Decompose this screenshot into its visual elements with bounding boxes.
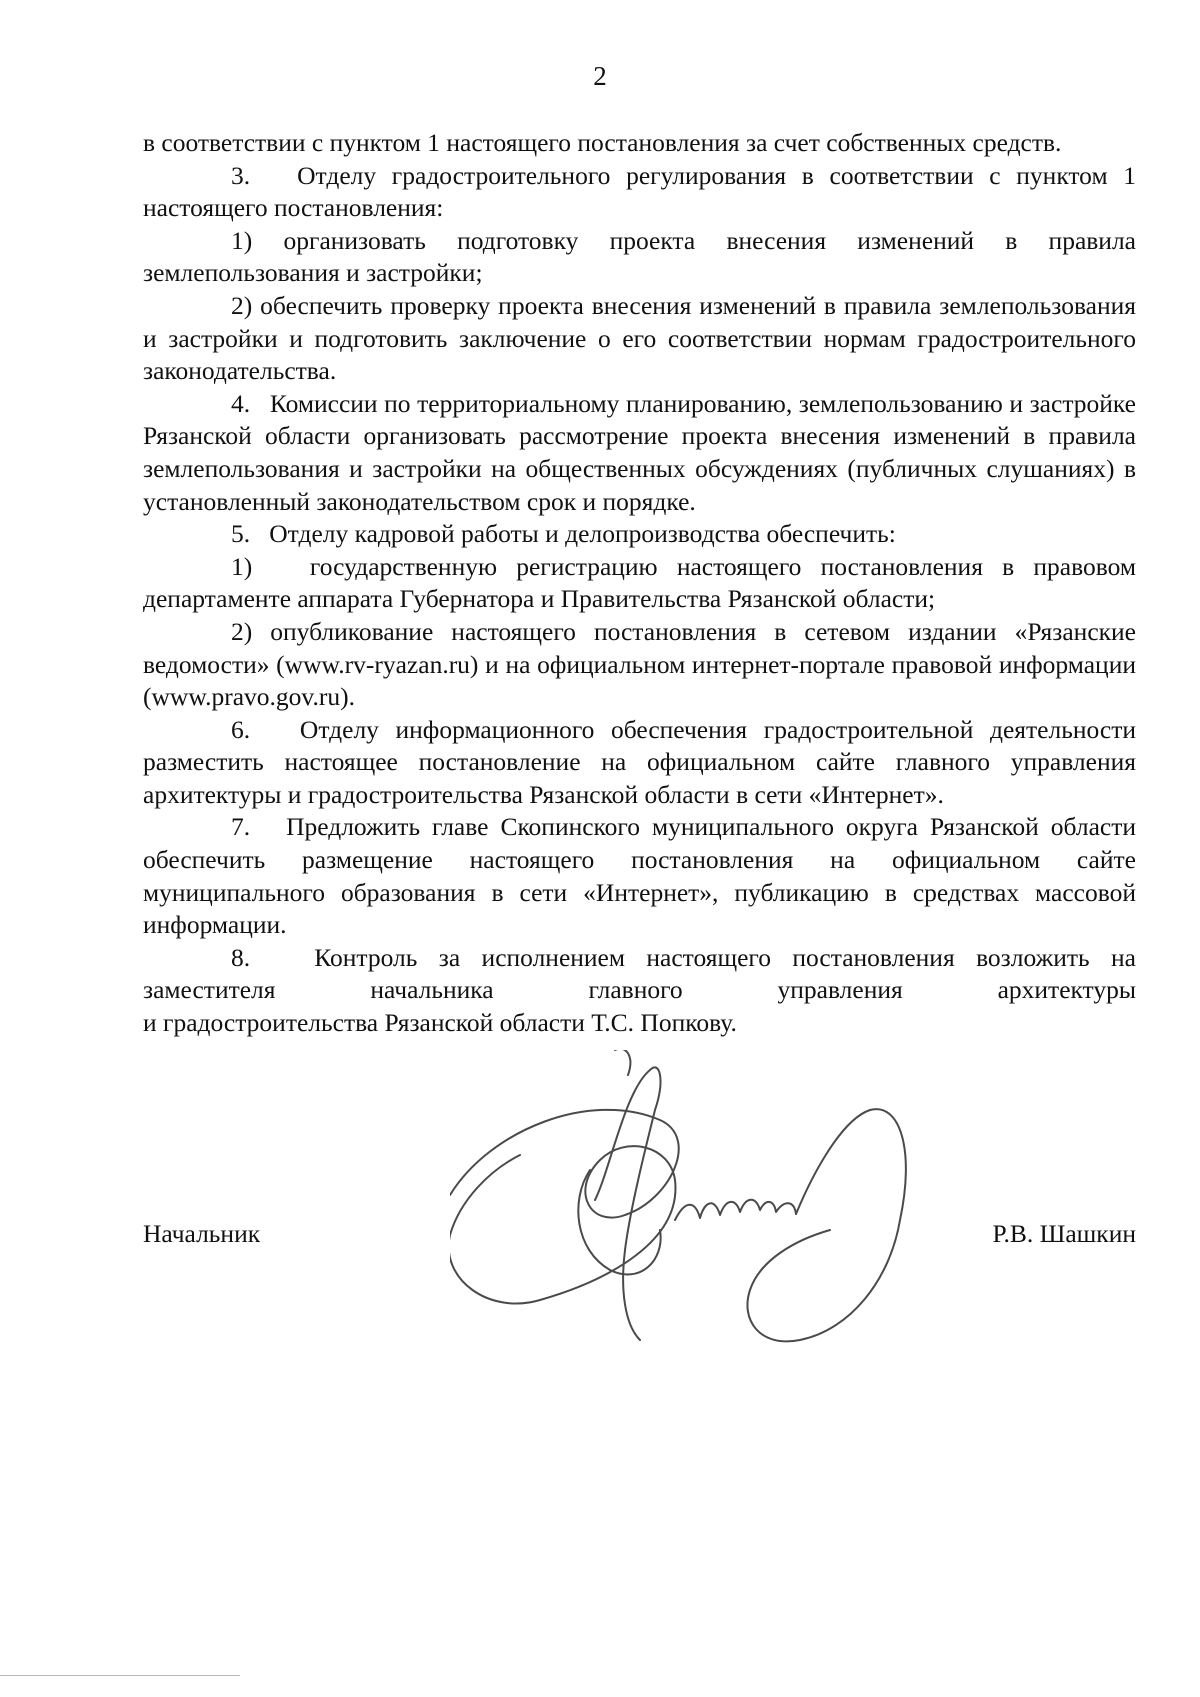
- paragraph: и градостроительства Рязанской области Т.С. Попкову.: [143, 1008, 737, 1038]
- paragraph: 8. Контроль за исполнением настоящего постановления возложить на заместителя начальника главного управления архитектуры: [143, 942, 1136, 1005]
- paragraph: 1) организовать подготовку проекта внесения изменений в правила землепользования и застройки;: [143, 225, 1136, 288]
- paragraph: 5. Отделу кадровой работы и делопроизводства обеспечить:: [231, 519, 896, 549]
- paragraph: 4. Комиссии по территориальному планированию, землепользованию и застройке Рязанской области организовать рассмотрение проекта внесения изменений в правила землепользования и застройки на общественных обсуждениях (публичных слушаниях) в установленный законодательством срок и порядке.: [143, 388, 1136, 516]
- paragraph: 3. Отделу градостроительного регулирования в соответствии с пунктом 1 настоящего постановления:: [143, 160, 1136, 223]
- paragraph: 6. Отделу информационного обеспечения градостроительной деятельности разместить настоящее постановление на официальном сайте главного управления архитектуры и градостроительства Рязанской области в сети «Интернет».: [143, 714, 1136, 809]
- scan-edge-line: [0, 1675, 240, 1676]
- paragraph: в соответствии с пунктом 1 настоящего постановления за счет собственных средств.: [143, 128, 1062, 157]
- paragraph: 2) обеспечить проверку проекта внесения изменений в правила землепользования и застройки и подготовить заключение о его соответствии нормам градостроительного законодательства.: [143, 290, 1136, 386]
- paragraph: 1) государственную регистрацию настоящего постановления в правовом департаменте аппарата Губернатора и Правительства Рязанской области;: [143, 551, 1136, 614]
- page-number: 2: [593, 61, 607, 91]
- document-body: [143, 127, 1136, 1040]
- signatory-position: Начальник: [143, 1219, 261, 1248]
- paragraph: 7. Предложить главе Скопинского муниципального округа Рязанской области обеспечить размещение настоящего постановления на официальном сайте муниципального образования в сети «Интернет», публикацию в средствах массовой информации.: [143, 812, 1136, 940]
- handwritten-signature: [450, 1050, 920, 1360]
- paragraph: 2) опубликование настоящего постановления в сетевом издании «Рязанские ведомости» (www.rv-ryazan.ru) и на официальном интернет-портале правовой информации (www.pravo.gov.ru).: [143, 616, 1136, 712]
- signatory-name: Р.В. Шашкин: [992, 1219, 1136, 1248]
